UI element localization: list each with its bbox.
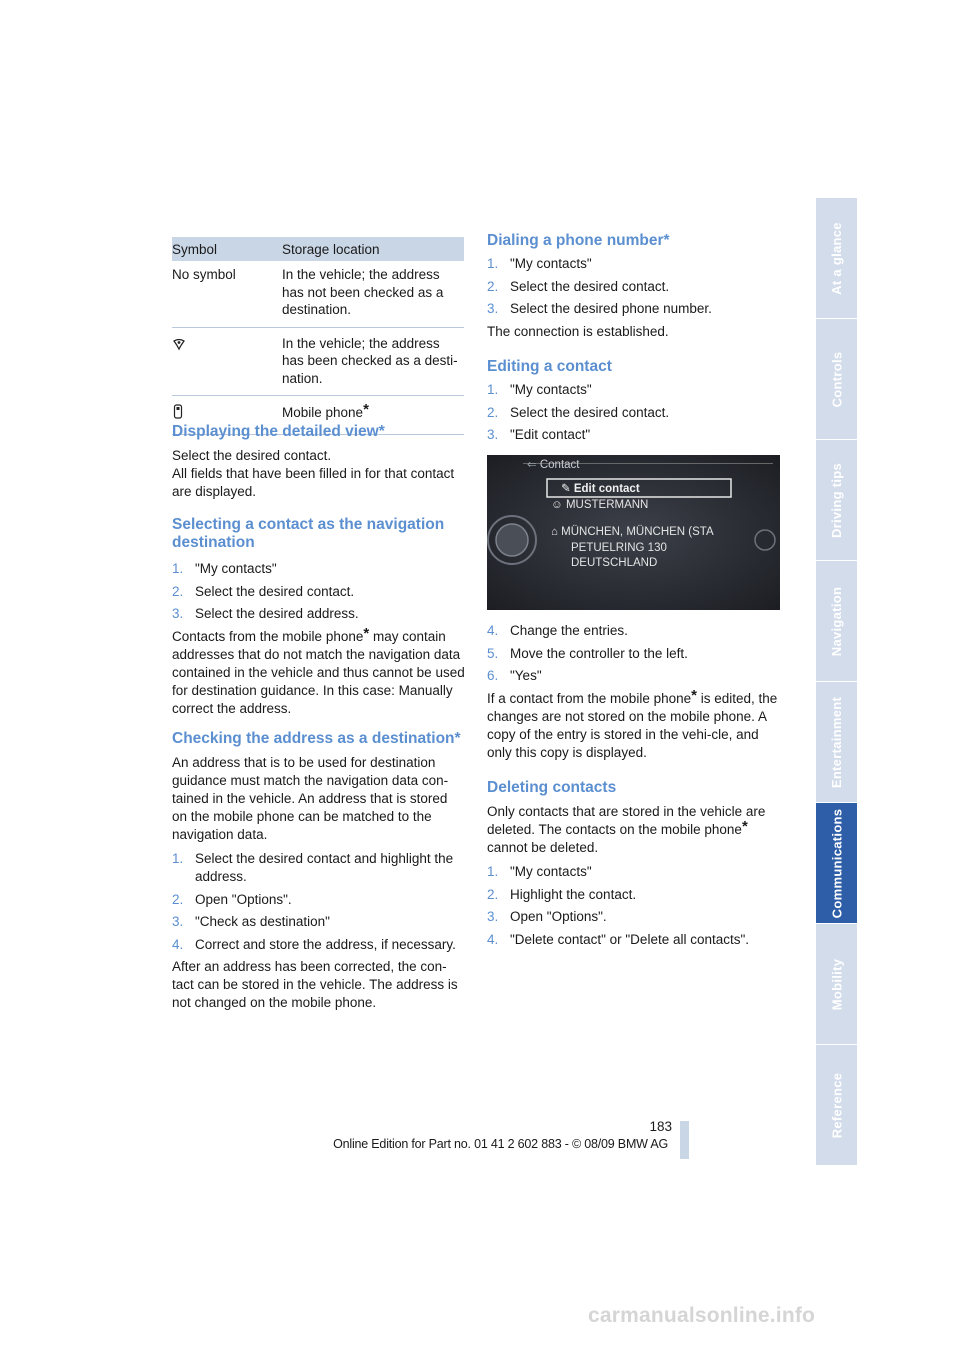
section-title: Selecting a contact as the navigation destination (172, 516, 445, 551)
location-cell: Mobile phone* (282, 401, 369, 420)
tab-controls[interactable]: Controls (816, 319, 857, 440)
tab-at-a-glance[interactable]: At a glance (816, 198, 857, 319)
table-header (172, 237, 464, 261)
symbol-cell (172, 404, 282, 424)
step-item: 1. Select the desired contact and highlight the address. (172, 851, 454, 884)
section-check-address (172, 730, 465, 1012)
section-title: Editing a contact (487, 358, 612, 375)
checked-destination-icon (172, 337, 186, 351)
step-item: 2. Select the desired contact. (487, 404, 670, 420)
step-item: 1. "My contacts" (487, 256, 592, 271)
tab-communications[interactable]: Communications (816, 803, 857, 924)
pencil-icon: ✎ (561, 483, 574, 495)
location-cell: In the vehicle; the address has been checked as a desti-nation. (282, 335, 458, 386)
mobile-phone-icon (172, 404, 184, 419)
symbol-cell (172, 335, 282, 388)
step-item: 2. Highlight the contact. (487, 886, 637, 902)
back-arrow-icon: ⇐ (527, 459, 540, 471)
step-item: 3. "Check as destination" (172, 914, 330, 929)
screen-item-address: ⌂ MÜNCHEN, MÜNCHEN (STA PETUELRING 130 DEUTSCHLAND (551, 526, 714, 569)
paragraph: Only contacts that are stored in the vehicle are deleted. The contacts on the mobile phone* cannot be deleted. (487, 804, 766, 855)
step-item: 3. "Edit contact" (487, 427, 591, 442)
step-item: 1. "My contacts" (487, 864, 592, 879)
step-item: 4. Change the entries. (487, 623, 628, 638)
tab-driving-tips[interactable]: Driving tips (816, 440, 857, 561)
section-title: Checking the address as a destination* (172, 730, 461, 747)
tab-reference[interactable]: Reference (816, 1045, 857, 1166)
footer-bar (680, 1121, 689, 1159)
header-symbol: Symbol (172, 241, 218, 257)
step-item: 4. Correct and store the address, if necessary. (172, 936, 456, 952)
tab-mobility[interactable]: Mobility (816, 924, 857, 1045)
step-item: 2. Select the desired contact. (172, 583, 355, 599)
section-title: Deleting contacts (487, 779, 617, 796)
section-title: Dialing a phone number* (487, 232, 670, 249)
edition-note: Online Edition for Part no. 01 41 2 602 883 - © 08/09 BMW AG (333, 1137, 668, 1151)
screen-item-edit: ✎ Edit contact (561, 483, 640, 495)
section-editing-continued (487, 622, 780, 762)
symbol-cell: No symbol (172, 267, 236, 282)
section-dialing (487, 232, 780, 341)
tab-entertainment[interactable]: Entertainment (816, 682, 857, 803)
step-item: 5. Move the controller to the left. (487, 645, 688, 661)
step-item: 1. "My contacts" (172, 561, 277, 576)
side-tabs (816, 198, 857, 1166)
paragraph: Contacts from the mobile phone* may contain addresses that do not match the navigation data contained in the vehicle and thus cannot be used for destination guidance. In this case: Manually correct the address. (172, 624, 465, 716)
person-icon: ☺ (551, 499, 566, 511)
step-item: 2. Select the desired contact. (487, 278, 670, 294)
header-storage-location: Storage location (282, 241, 380, 257)
step-item: 4. "Delete contact" or "Delete all contacts". (487, 931, 750, 947)
step-item: 6. "Yes" (487, 668, 542, 683)
screen-item-name: ☺ MUSTERMANN (551, 499, 649, 511)
paragraph: An address that is to be used for destination guidance must match the navigation data con-tained in the vehicle. An address that is stored on the mobile phone can be matched to the navigation data. (172, 755, 449, 842)
page-number: 183 (649, 1119, 672, 1134)
address-icon: ⌂ (551, 526, 562, 538)
paragraph: The connection is established. (487, 323, 669, 339)
section-detailed-view (172, 423, 465, 501)
idrive-screen-image (487, 455, 780, 610)
table-row (172, 328, 464, 397)
step-item: 1. "My contacts" (487, 382, 592, 397)
paragraph: If a contact from the mobile phone* is edited, the changes are not stored on the mobile phone. A copy of the entry is stored in the vehi-cle, and only this copy is displayed. (487, 686, 778, 760)
section-editing (487, 358, 780, 449)
step-item: 2. Open "Options". (172, 891, 292, 907)
location-cell: In the vehicle; the address has not been checked as a destination. (282, 267, 444, 317)
step-item: 3. Open "Options". (487, 909, 607, 924)
section-deleting (487, 779, 780, 953)
watermark: carmanualsonline.info (588, 1304, 816, 1327)
section-navigation-destination (172, 516, 465, 718)
tab-navigation[interactable]: Navigation (816, 561, 857, 682)
symbol-table (172, 237, 464, 435)
step-item: 3. Select the desired address. (172, 606, 359, 621)
table-row (172, 261, 464, 328)
screen-header: ⇐ Contact (527, 459, 580, 471)
paragraph: Select the desired contact. (172, 448, 332, 463)
paragraph: After an address has been corrected, the con-tact can be stored in the vehicle. The address is not changed on the mobile phone. (172, 959, 458, 1010)
section-title: Displaying the detailed view* (172, 423, 385, 440)
paragraph: All fields that have been filled in for that contact are displayed. (172, 466, 455, 499)
step-item: 3. Select the desired phone number. (487, 301, 712, 316)
